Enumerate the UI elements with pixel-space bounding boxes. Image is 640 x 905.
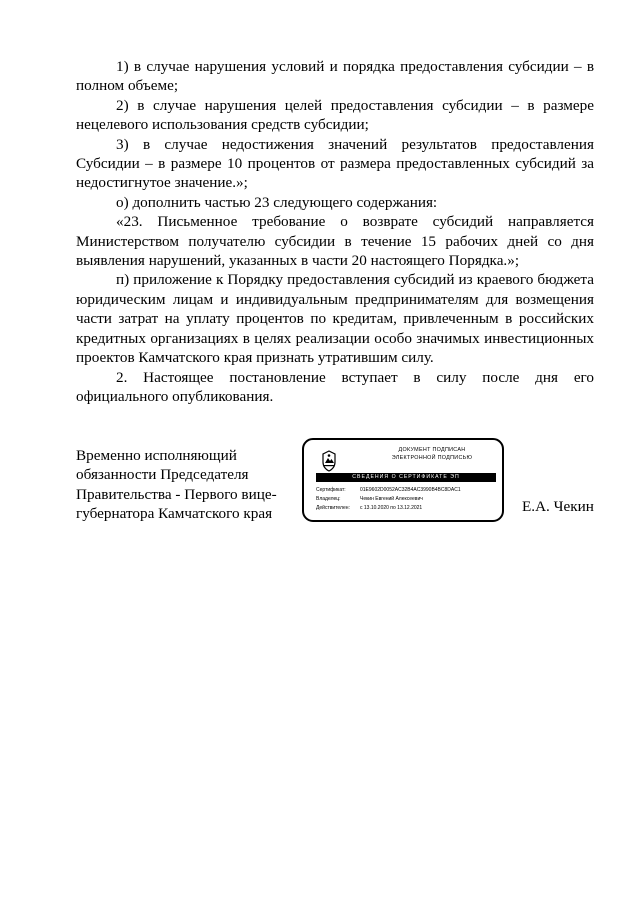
paragraph-item-p: п) приложение к Порядку предоставления субсидий из краевого бюджета юридическим лицам и индивидуальным предпринимателям для возмещения части затрат на уплату процентов по кредитам, привлеченным в российских кредитных организациях в целях реализации особо значимых инвестиционных проектов Камчатского края признать утратившим силу. xyxy=(76,271,594,367)
electronic-signature-stamp xyxy=(302,438,504,522)
stamp-row-certificate xyxy=(316,486,496,495)
stamp-row-value: Чекин Евгений Алексеевич xyxy=(360,496,423,502)
stamp-header-line: ДОКУМЕНТ ПОДПИСАН xyxy=(398,447,466,453)
stamp-certificate-bar: СВЕДЕНИЯ О СЕРТИФИКАТЕ ЭП xyxy=(316,473,496,482)
stamp-details xyxy=(316,486,496,513)
paragraph-item-1: 1) в случае нарушения условий и порядка предоставления субсидии – в полном объеме; xyxy=(76,58,594,95)
stamp-row-key: Владелец: xyxy=(316,496,341,502)
paragraph-item-o: о) дополнить частью 23 следующего содержания: xyxy=(116,193,438,211)
stamp-row-validity xyxy=(316,504,496,513)
signatory-title xyxy=(76,446,286,524)
paragraph-quote-23: «23. Письменное требование о возврате субсидий направляется Министерством получателю субсидии в течение 15 рабочих дней со дня выявления нарушений, указанных в части 20 настоящего Порядка.»; xyxy=(76,213,594,270)
paragraph-item-3: 3) в случае недостижения значений результатов предоставления Субсидии – в размере 10 процентов от размера предоставленных субсидий за недостигнутое значение.»; xyxy=(76,135,594,192)
signatory-title-line: Правительства - Первого вице- xyxy=(76,485,277,503)
stamp-row-key: Сертификат: xyxy=(316,487,346,493)
signatory-title-line: Временно исполняющий xyxy=(76,447,237,464)
signatory-title-line: обязанности Председателя xyxy=(76,466,249,484)
stamp-row-owner xyxy=(316,495,496,504)
paragraph-item-2: 2) в случае нарушения целей предоставления субсидии – в размере нецелевого использования средств субсидии; xyxy=(76,96,594,134)
coat-of-arms-icon xyxy=(318,450,340,472)
paragraph-effective-date: 2. Настоящее постановление вступает в силу после дня его официального опубликования. xyxy=(76,368,594,405)
stamp-header xyxy=(364,446,500,462)
signatory-name: Е.А. Чекин xyxy=(522,498,594,515)
document-body xyxy=(76,57,594,406)
stamp-row-key: Действителен: xyxy=(316,505,350,511)
stamp-header-line: ЭЛЕКТРОННОЙ ПОДПИСЬЮ xyxy=(391,455,473,461)
signatory-title-line: губернатора Камчатского края xyxy=(76,505,273,523)
stamp-row-value: с 13.10.2020 по 13.12.2021 xyxy=(360,505,423,511)
stamp-row-value: 01E9602D0052AC32B4AC3990B4BC8DAC1 xyxy=(360,487,461,493)
